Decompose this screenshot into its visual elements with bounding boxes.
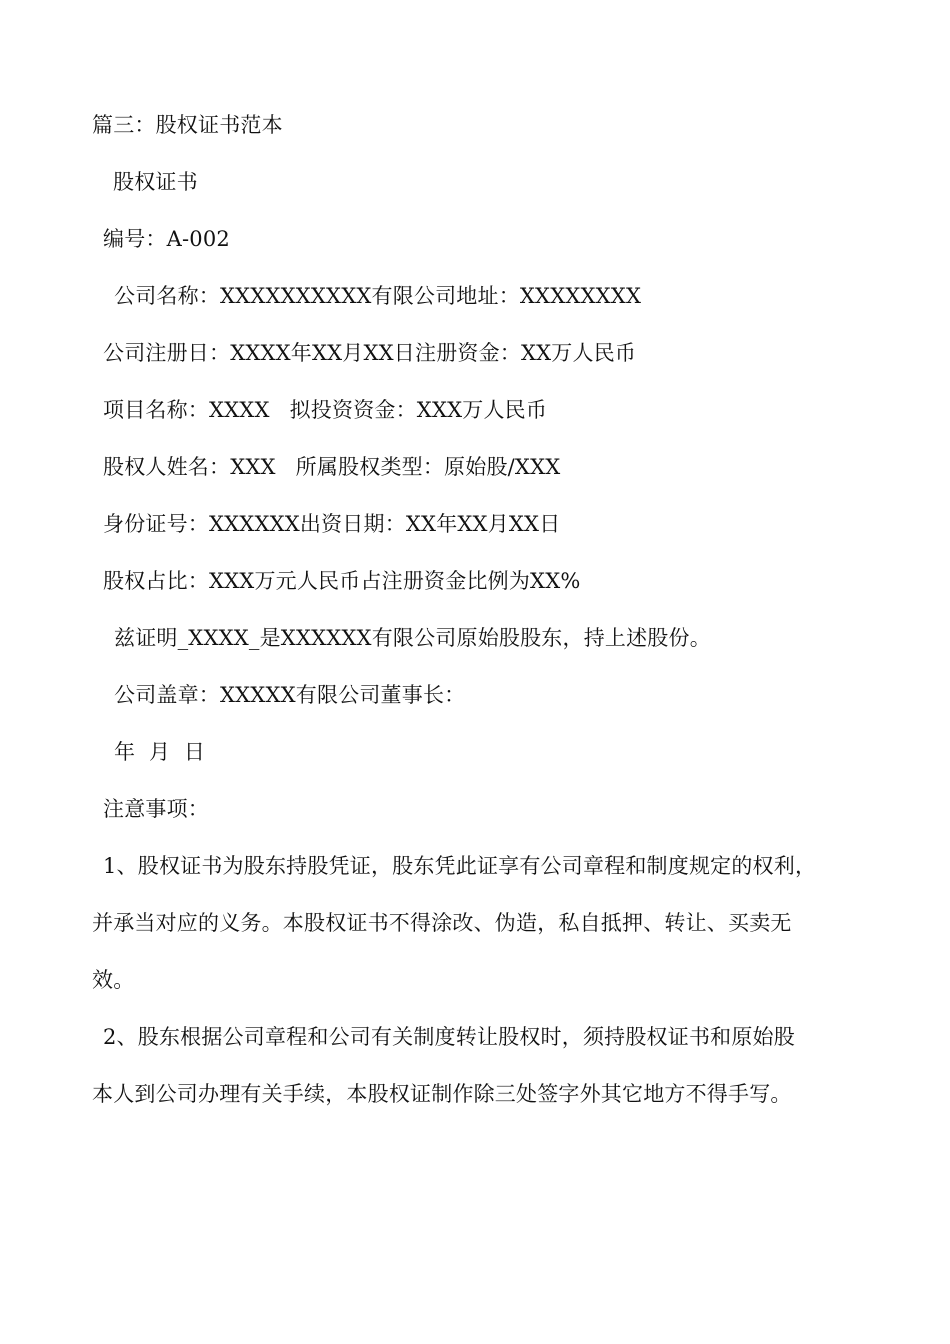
certification-statement: 兹证明_XXXX_是XXXXXX有限公司原始股股东，持上述股份。 bbox=[114, 626, 711, 650]
certificate-title: 股权证书 bbox=[113, 170, 198, 194]
project-name: 项目名称：XXXX bbox=[103, 398, 270, 422]
planned-investment: 拟投资资金：XXX万人民币 bbox=[289, 398, 548, 422]
certificate-number: 编号：A-002 bbox=[103, 227, 230, 251]
notes-title: 注意事项： bbox=[103, 797, 209, 821]
note-1-line-1: 1、股权证书为股东持股凭证，股东凭此证享有公司章程和制度规定的权利， bbox=[103, 854, 817, 878]
note-2-line-1: 2、股东根据公司章程和公司有关制度转让股权时，须持股权证书和原始股 bbox=[103, 1025, 795, 1049]
note-1-line-2: 并承当对应的义务。本股权证书不得涂改、伪造，私自抵押、转让、买卖无 bbox=[92, 911, 792, 935]
holder-equity-row bbox=[103, 452, 560, 482]
date-line: 年 月 日 bbox=[114, 740, 206, 764]
project-investment-row bbox=[103, 395, 547, 425]
holder-name: 股权人姓名：XXX bbox=[103, 455, 276, 479]
equity-type: 所属股权类型：原始股/XXX bbox=[295, 455, 561, 479]
registration-capital: 公司注册日：XXXX年XX月XX日注册资金：XX万人民币 bbox=[103, 341, 637, 365]
company-seal-chairman: 公司盖章：XXXXX有限公司董事长： bbox=[114, 683, 466, 707]
company-name-address: 公司名称：XXXXXXXXXX有限公司地址：XXXXXXXX bbox=[114, 284, 642, 308]
id-investment-date: 身份证号：XXXXXX出资日期：XX年XX月XX日 bbox=[103, 512, 561, 536]
section-title: 篇三：股权证书范本 bbox=[92, 113, 283, 137]
note-2-line-2: 本人到公司办理有关手续，本股权证制作除三处签字外其它地方不得手写。 bbox=[92, 1082, 792, 1106]
equity-ratio: 股权占比：XXX万元人民币占注册资金比例为XX% bbox=[103, 569, 581, 593]
note-1-line-3: 效。 bbox=[92, 968, 135, 992]
